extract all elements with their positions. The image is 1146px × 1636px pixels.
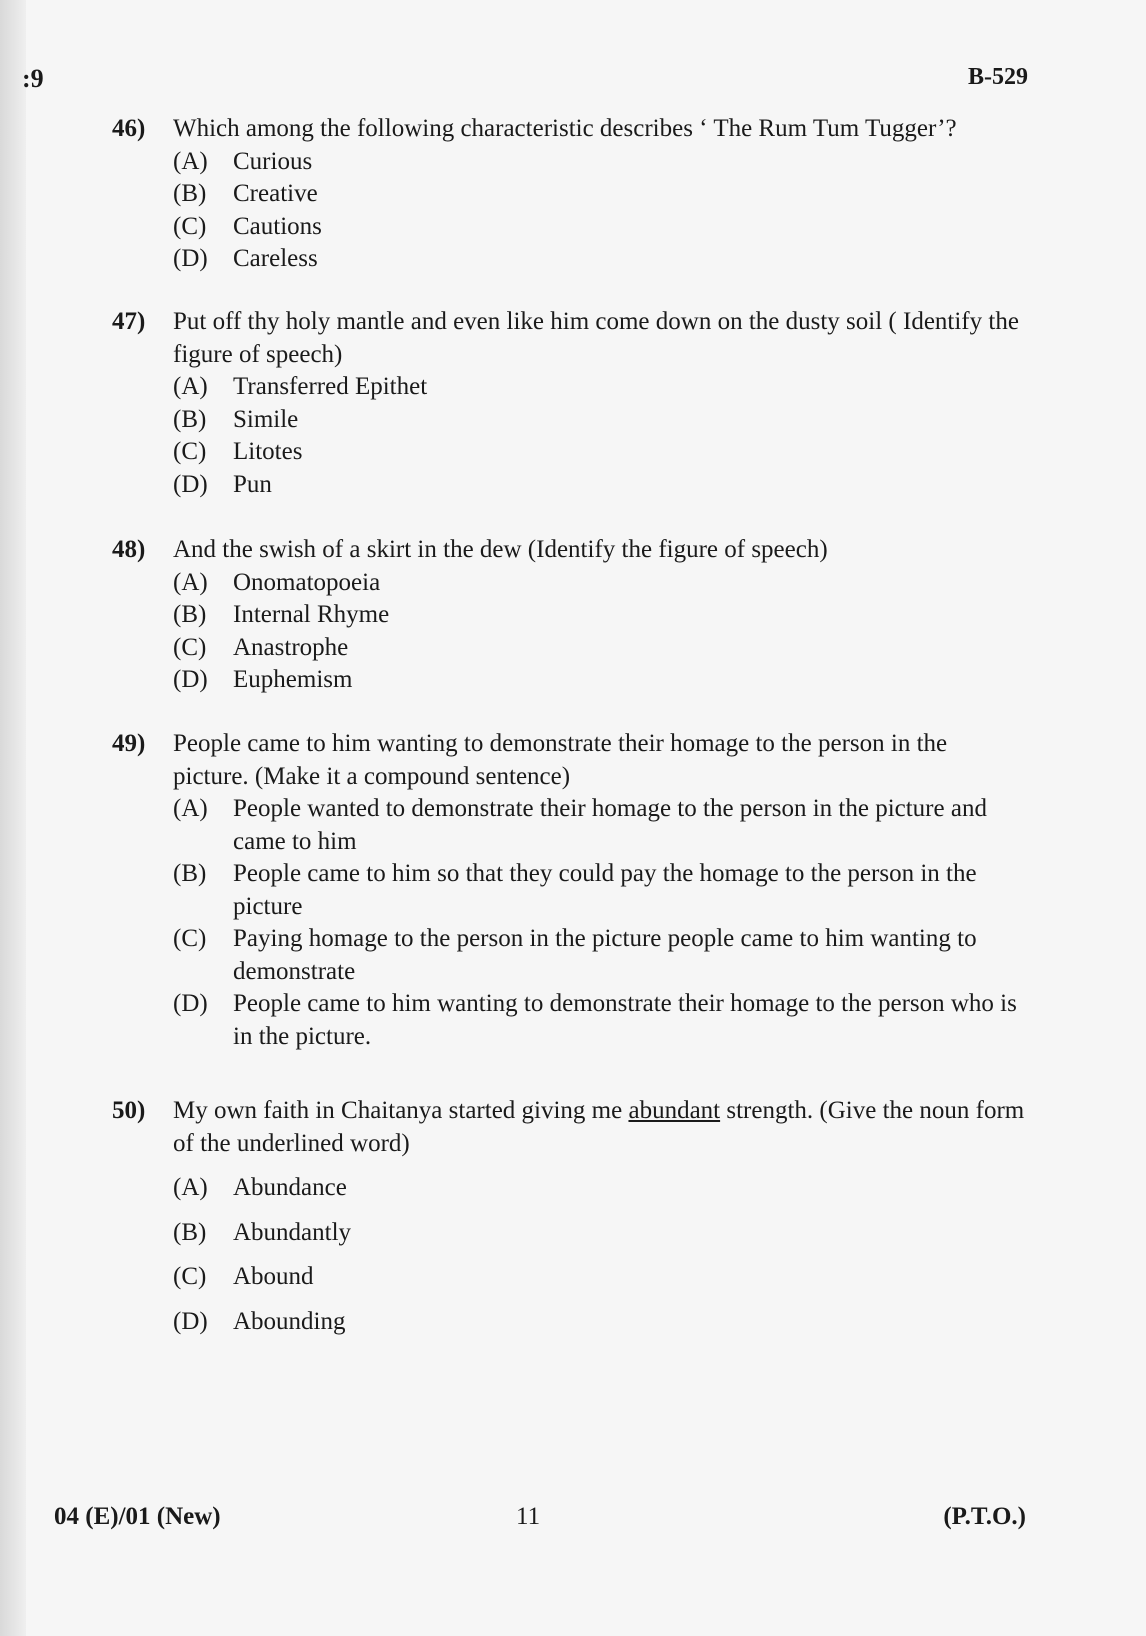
- option-text: Paying homage to the person in the picture people came to him wanting to demonstrate: [233, 925, 977, 985]
- question-47: [112, 306, 1028, 501]
- question-text-after: strength. (Give the noun form of the underlined word): [173, 1097, 1025, 1157]
- page-edge: [0, 0, 26, 1636]
- options-list: [173, 793, 1028, 1053]
- question-46: [112, 113, 1028, 276]
- option-label: (C): [173, 925, 207, 952]
- option-label: (C): [173, 1263, 207, 1290]
- option-text: Curious: [233, 147, 313, 175]
- option-label: (D): [173, 1307, 208, 1335]
- question-text: [173, 1095, 1028, 1160]
- option-text: People came to him wanting to demonstrate their homage to the person who is in the picture.: [233, 990, 1017, 1050]
- option-label: (B): [173, 405, 207, 433]
- question-text: Put off thy holy mantle and even like him come down on the dusty soil ( Identify the figure of speech): [173, 308, 1019, 368]
- option-b: [173, 599, 1028, 632]
- page-number: 11: [516, 1503, 541, 1530]
- option-text: Careless: [233, 245, 318, 272]
- options-list: [173, 1172, 1028, 1338]
- option-a: [173, 1172, 1028, 1205]
- option-text: Abundantly: [233, 1218, 352, 1246]
- option-label: (A): [173, 147, 208, 175]
- option-label: (C): [173, 438, 207, 465]
- option-text: Simile: [233, 405, 299, 433]
- option-a: [173, 371, 1028, 404]
- options-list: [173, 567, 1028, 697]
- option-label: (D): [173, 990, 208, 1017]
- option-label: (D): [173, 470, 208, 498]
- option-label: (A): [173, 373, 208, 400]
- option-text: Cautions: [233, 212, 322, 240]
- question-text-before: My own faith in Chaitanya started giving me: [173, 1097, 629, 1124]
- option-text: People came to him so that they could pay the homage to the person in the picture: [233, 860, 977, 920]
- question-50: [112, 1095, 1028, 1338]
- option-c: [173, 632, 1028, 665]
- option-b: [173, 1217, 1028, 1250]
- option-b: [173, 404, 1028, 437]
- option-d: [173, 988, 1028, 1053]
- option-d: [173, 469, 1028, 502]
- question-text: People came to him wanting to demonstrate their homage to the person in the picture. (Make it a compound sentence): [173, 730, 948, 790]
- option-label: (D): [173, 666, 208, 693]
- option-label: (B): [173, 180, 207, 207]
- option-label: (B): [173, 601, 207, 628]
- option-c: [173, 923, 1028, 988]
- option-label: (A): [173, 795, 208, 822]
- option-text: Internal Rhyme: [233, 601, 390, 628]
- question-number: 49): [112, 730, 146, 757]
- option-text: Creative: [233, 180, 318, 207]
- option-c: [173, 436, 1028, 469]
- option-label: (B): [173, 860, 207, 887]
- option-label: (C): [173, 212, 207, 240]
- option-text: Euphemism: [233, 666, 353, 693]
- margin-number: :9: [22, 64, 44, 93]
- option-b: [173, 178, 1028, 211]
- option-text: Abounding: [233, 1307, 346, 1335]
- option-c: [173, 1261, 1028, 1294]
- please-turn-over: (P.T.O.): [943, 1503, 1026, 1530]
- option-text: Anastrophe: [233, 633, 349, 661]
- question-number: 48): [112, 536, 146, 563]
- option-a: [173, 793, 1028, 858]
- question-number: 50): [112, 1097, 146, 1124]
- question-number: 47): [112, 308, 146, 335]
- option-label: (D): [173, 245, 208, 272]
- page-code: B-529: [968, 64, 1028, 90]
- option-text: Abound: [233, 1263, 314, 1290]
- option-label: (C): [173, 633, 207, 661]
- option-d: [173, 1306, 1028, 1339]
- question-49: [112, 728, 1028, 1053]
- question-text: Which among the following characteristic describes ‘ The Rum Tum Tugger’?: [173, 115, 957, 142]
- option-label: (A): [173, 568, 208, 596]
- option-a: [173, 146, 1028, 179]
- option-text: People wanted to demonstrate their homage to the person in the picture and came to him: [233, 795, 987, 855]
- option-text: Pun: [233, 470, 272, 498]
- option-text: Onomatopoeia: [233, 568, 381, 596]
- option-label: (B): [173, 1218, 207, 1246]
- option-b: [173, 858, 1028, 923]
- option-d: [173, 243, 1028, 276]
- option-text: Litotes: [233, 438, 303, 465]
- options-list: [173, 146, 1028, 276]
- question-number: 46): [112, 115, 146, 142]
- underlined-word: abundant: [628, 1097, 721, 1124]
- option-text: Abundance: [233, 1174, 347, 1201]
- paper-code: 04 (E)/01 (New): [54, 1503, 221, 1530]
- question-text: And the swish of a skirt in the dew (Identify the figure of speech): [173, 536, 828, 563]
- option-a: [173, 567, 1028, 600]
- option-c: [173, 211, 1028, 244]
- option-label: (A): [173, 1174, 208, 1201]
- question-48: [112, 534, 1028, 697]
- option-d: [173, 664, 1028, 697]
- option-text: Transferred Epithet: [233, 373, 428, 400]
- options-list: [173, 371, 1028, 501]
